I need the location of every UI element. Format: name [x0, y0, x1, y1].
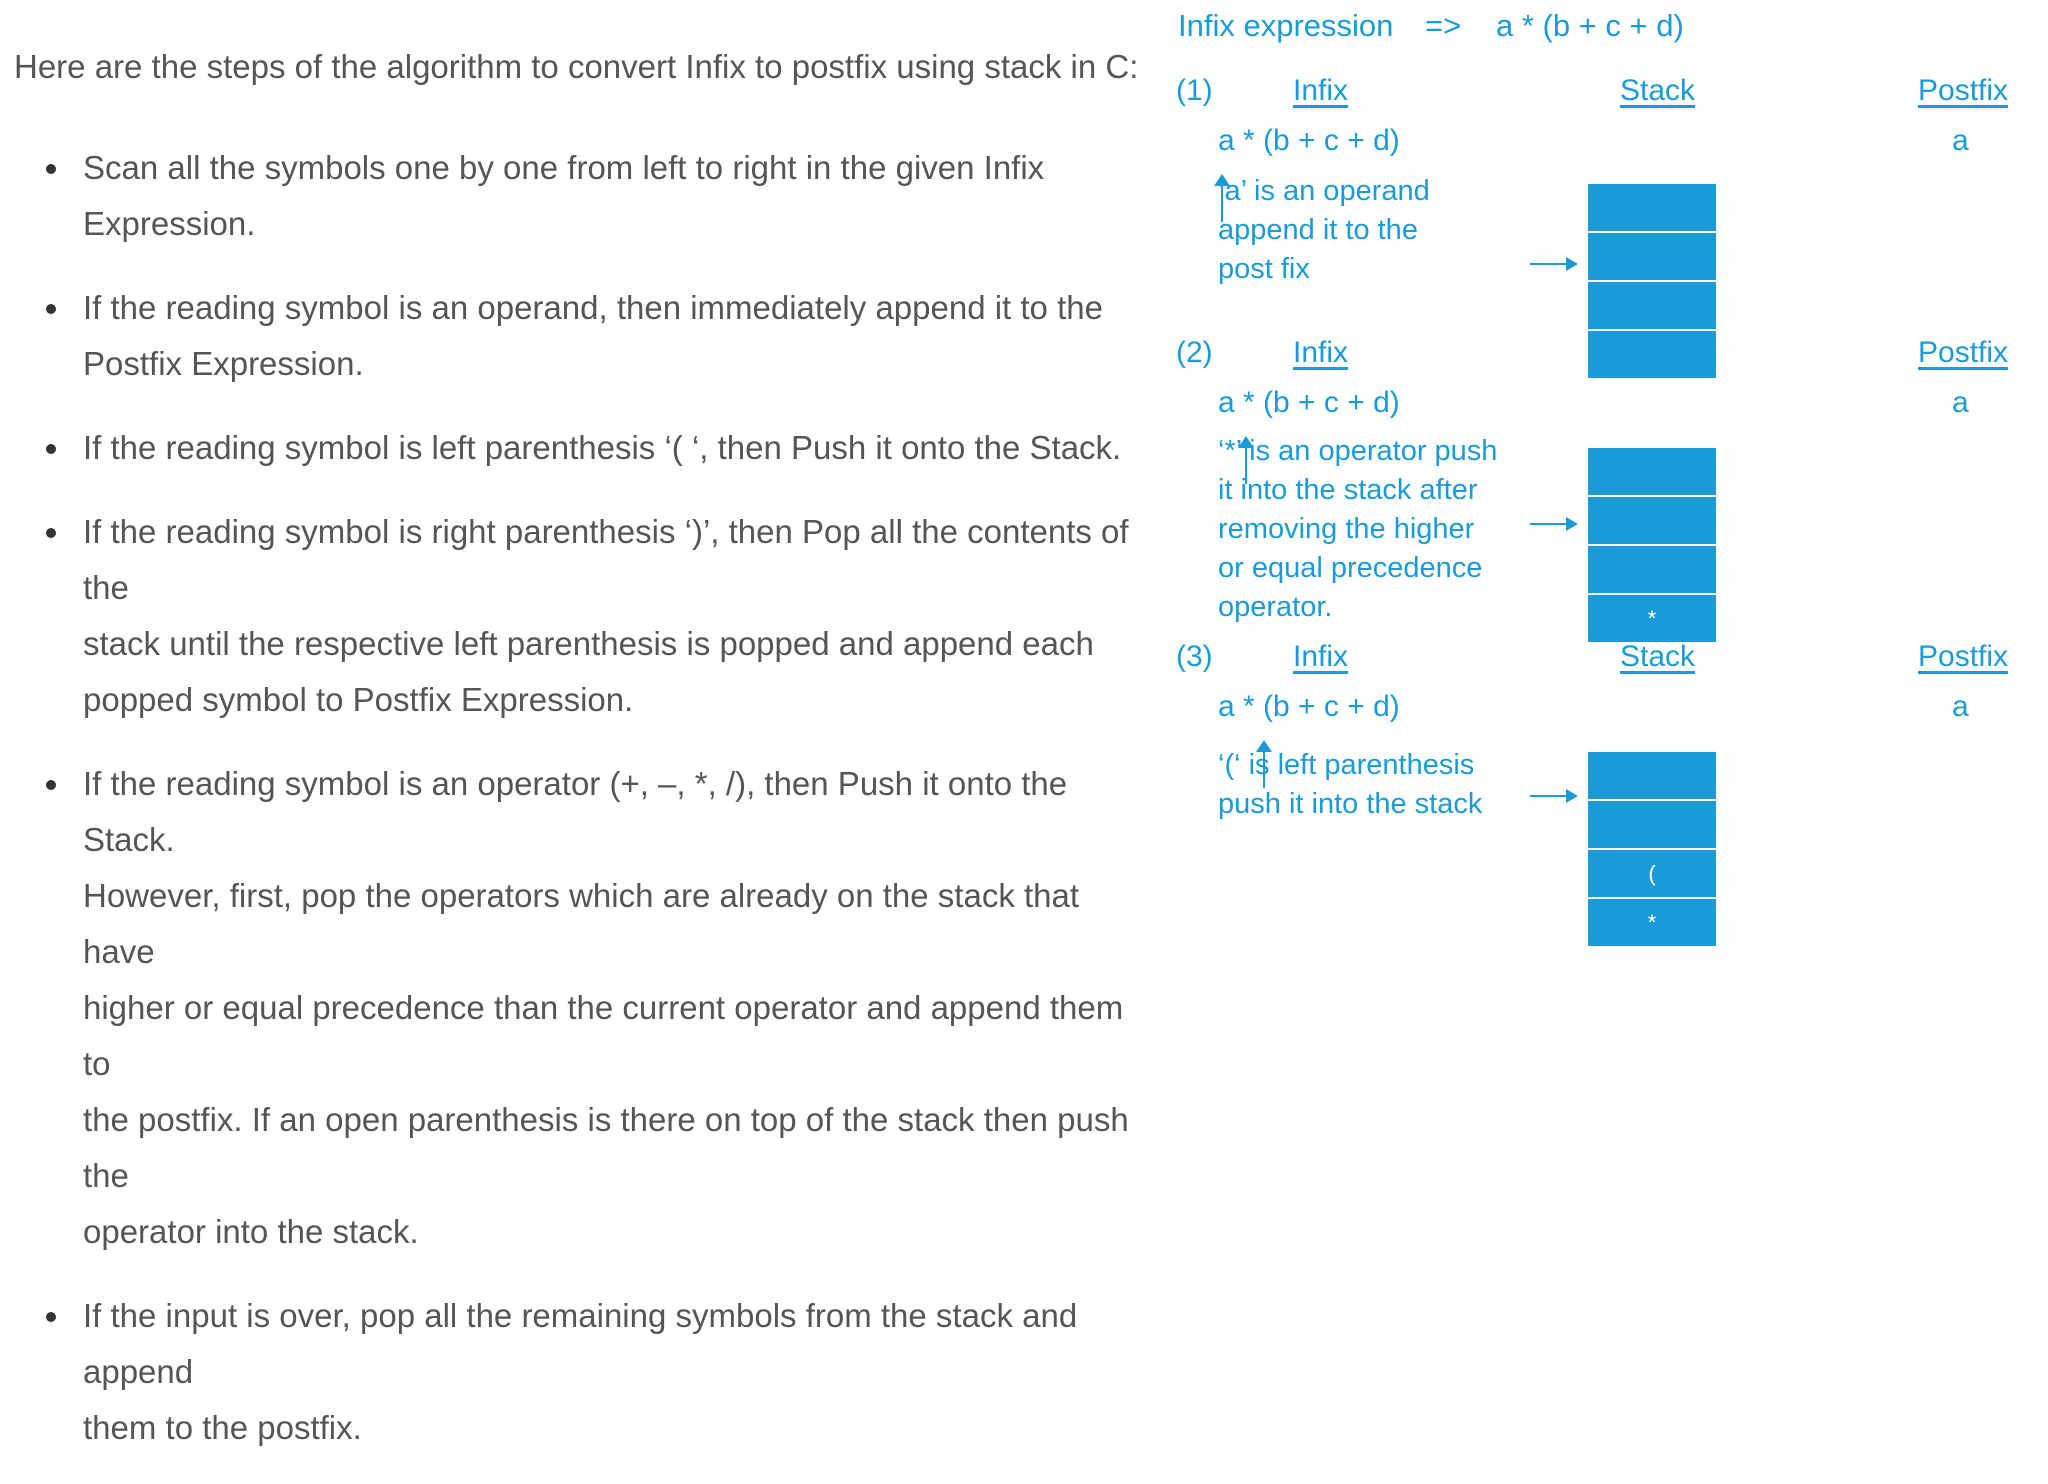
bullet-icon	[46, 528, 56, 538]
stack-cell	[1588, 801, 1716, 850]
step-text-line: higher or equal precedence than the current operator and append them to	[83, 989, 1124, 1082]
diagram-title-label: Infix expression	[1178, 8, 1394, 43]
postfix-header: Postfix	[1918, 74, 2009, 107]
step-item	[46, 280, 1146, 392]
stack-cell: *	[1588, 899, 1716, 946]
step-number: (1)	[1176, 74, 1213, 107]
right-arrow-icon	[1530, 789, 1578, 803]
step-item	[46, 504, 1146, 728]
bullet-icon	[46, 304, 56, 314]
right-arrow-icon	[1530, 257, 1578, 271]
step-text-line: If the input is over, pop all the remaining symbols from the stack and append	[83, 1297, 1078, 1390]
infix-header: Infix	[1293, 74, 1349, 107]
step-text-line: operator into the stack.	[83, 1213, 419, 1250]
step-item	[46, 420, 1146, 476]
step-number: (2)	[1176, 336, 1213, 369]
step-text-line: the postfix. If an open parenthesis is there on top of the stack then push the	[83, 1101, 1129, 1194]
stack-cell	[1588, 546, 1716, 595]
stack-cell	[1588, 497, 1716, 546]
step-text-line: Scan all the symbols one by one from left to right in the given Infix	[83, 149, 1045, 186]
stack-cell: (	[1588, 850, 1716, 899]
step-text-line: If the reading symbol is an operand, then immediately append it to the	[83, 289, 1103, 326]
diagram-title-arrow: =>	[1425, 8, 1462, 43]
step-item	[46, 756, 1146, 1260]
step-item	[46, 140, 1146, 252]
step-note: ‘a’ is an operand append it to the post fix	[1218, 175, 1430, 285]
step-text-line: If the reading symbol is left parenthesis ‘( ‘, then Push it onto the Stack.	[83, 429, 1122, 466]
stack-diagram	[1588, 752, 1716, 946]
postfix-value: a	[1952, 124, 1969, 157]
infix-expression: a * (b + c + d)	[1218, 386, 1400, 419]
diagram-title	[1178, 8, 1684, 44]
step-number: (3)	[1176, 640, 1213, 673]
step-text-line: However, first, pop the operators which are already on the stack that have	[83, 877, 1080, 970]
step-text-line: them to the postfix.	[83, 1409, 362, 1446]
step-text-line: popped symbol to Postfix Expression.	[83, 681, 634, 718]
bullet-icon	[46, 444, 56, 454]
bullet-icon	[46, 164, 56, 174]
stack-cell	[1588, 752, 1716, 801]
infix-expression: a * (b + c + d)	[1218, 690, 1400, 723]
postfix-value: a	[1952, 690, 1969, 723]
stack-cell	[1588, 233, 1716, 282]
step-item	[46, 1288, 1146, 1456]
intro-text: Here are the steps of the algorithm to convert Infix to postfix using stack in C:	[14, 48, 1139, 85]
step-text-line: stack until the respective left parenthesis is popped and append each	[83, 625, 1094, 662]
stack-diagram	[1588, 448, 1716, 642]
stack-cell	[1588, 282, 1716, 331]
infix-header: Infix	[1293, 640, 1349, 673]
step-panel-3	[1170, 640, 2040, 1020]
postfix-value: a	[1952, 386, 1969, 419]
right-arrow-icon	[1530, 517, 1578, 531]
stack-cell: *	[1588, 595, 1716, 642]
infix-expression: a * (b + c + d)	[1218, 124, 1400, 157]
postfix-header: Postfix	[1918, 336, 2009, 369]
bullet-icon	[46, 1312, 56, 1322]
bullet-icon	[46, 780, 56, 790]
stack-header: Stack	[1620, 74, 1696, 107]
step-text-line: If the reading symbol is an operator (+, –, *, /), then Push it onto the Stack.	[83, 765, 1068, 858]
stack-header: Stack	[1620, 336, 1696, 369]
step-text-line: If the reading symbol is right parenthesis ‘)’, then Pop all the contents of the	[83, 513, 1129, 606]
stack-header: Stack	[1620, 640, 1696, 673]
stack-cell	[1588, 184, 1716, 233]
stack-cell	[1588, 448, 1716, 497]
step-note: ‘(‘ is left parenthesis push it into the stack	[1218, 749, 1483, 820]
step-text-line: Postfix Expression.	[83, 345, 364, 382]
step-text-line: Expression.	[83, 205, 256, 242]
infix-header: Infix	[1293, 336, 1349, 369]
postfix-header: Postfix	[1918, 640, 2009, 673]
step-note: ‘*’ is an operator push it into the stack after removing the higher or equal precedence operator.	[1218, 435, 1498, 623]
diagram-title-expression: a * (b + c + d)	[1496, 8, 1684, 43]
algorithm-steps-list	[46, 140, 1146, 1484]
